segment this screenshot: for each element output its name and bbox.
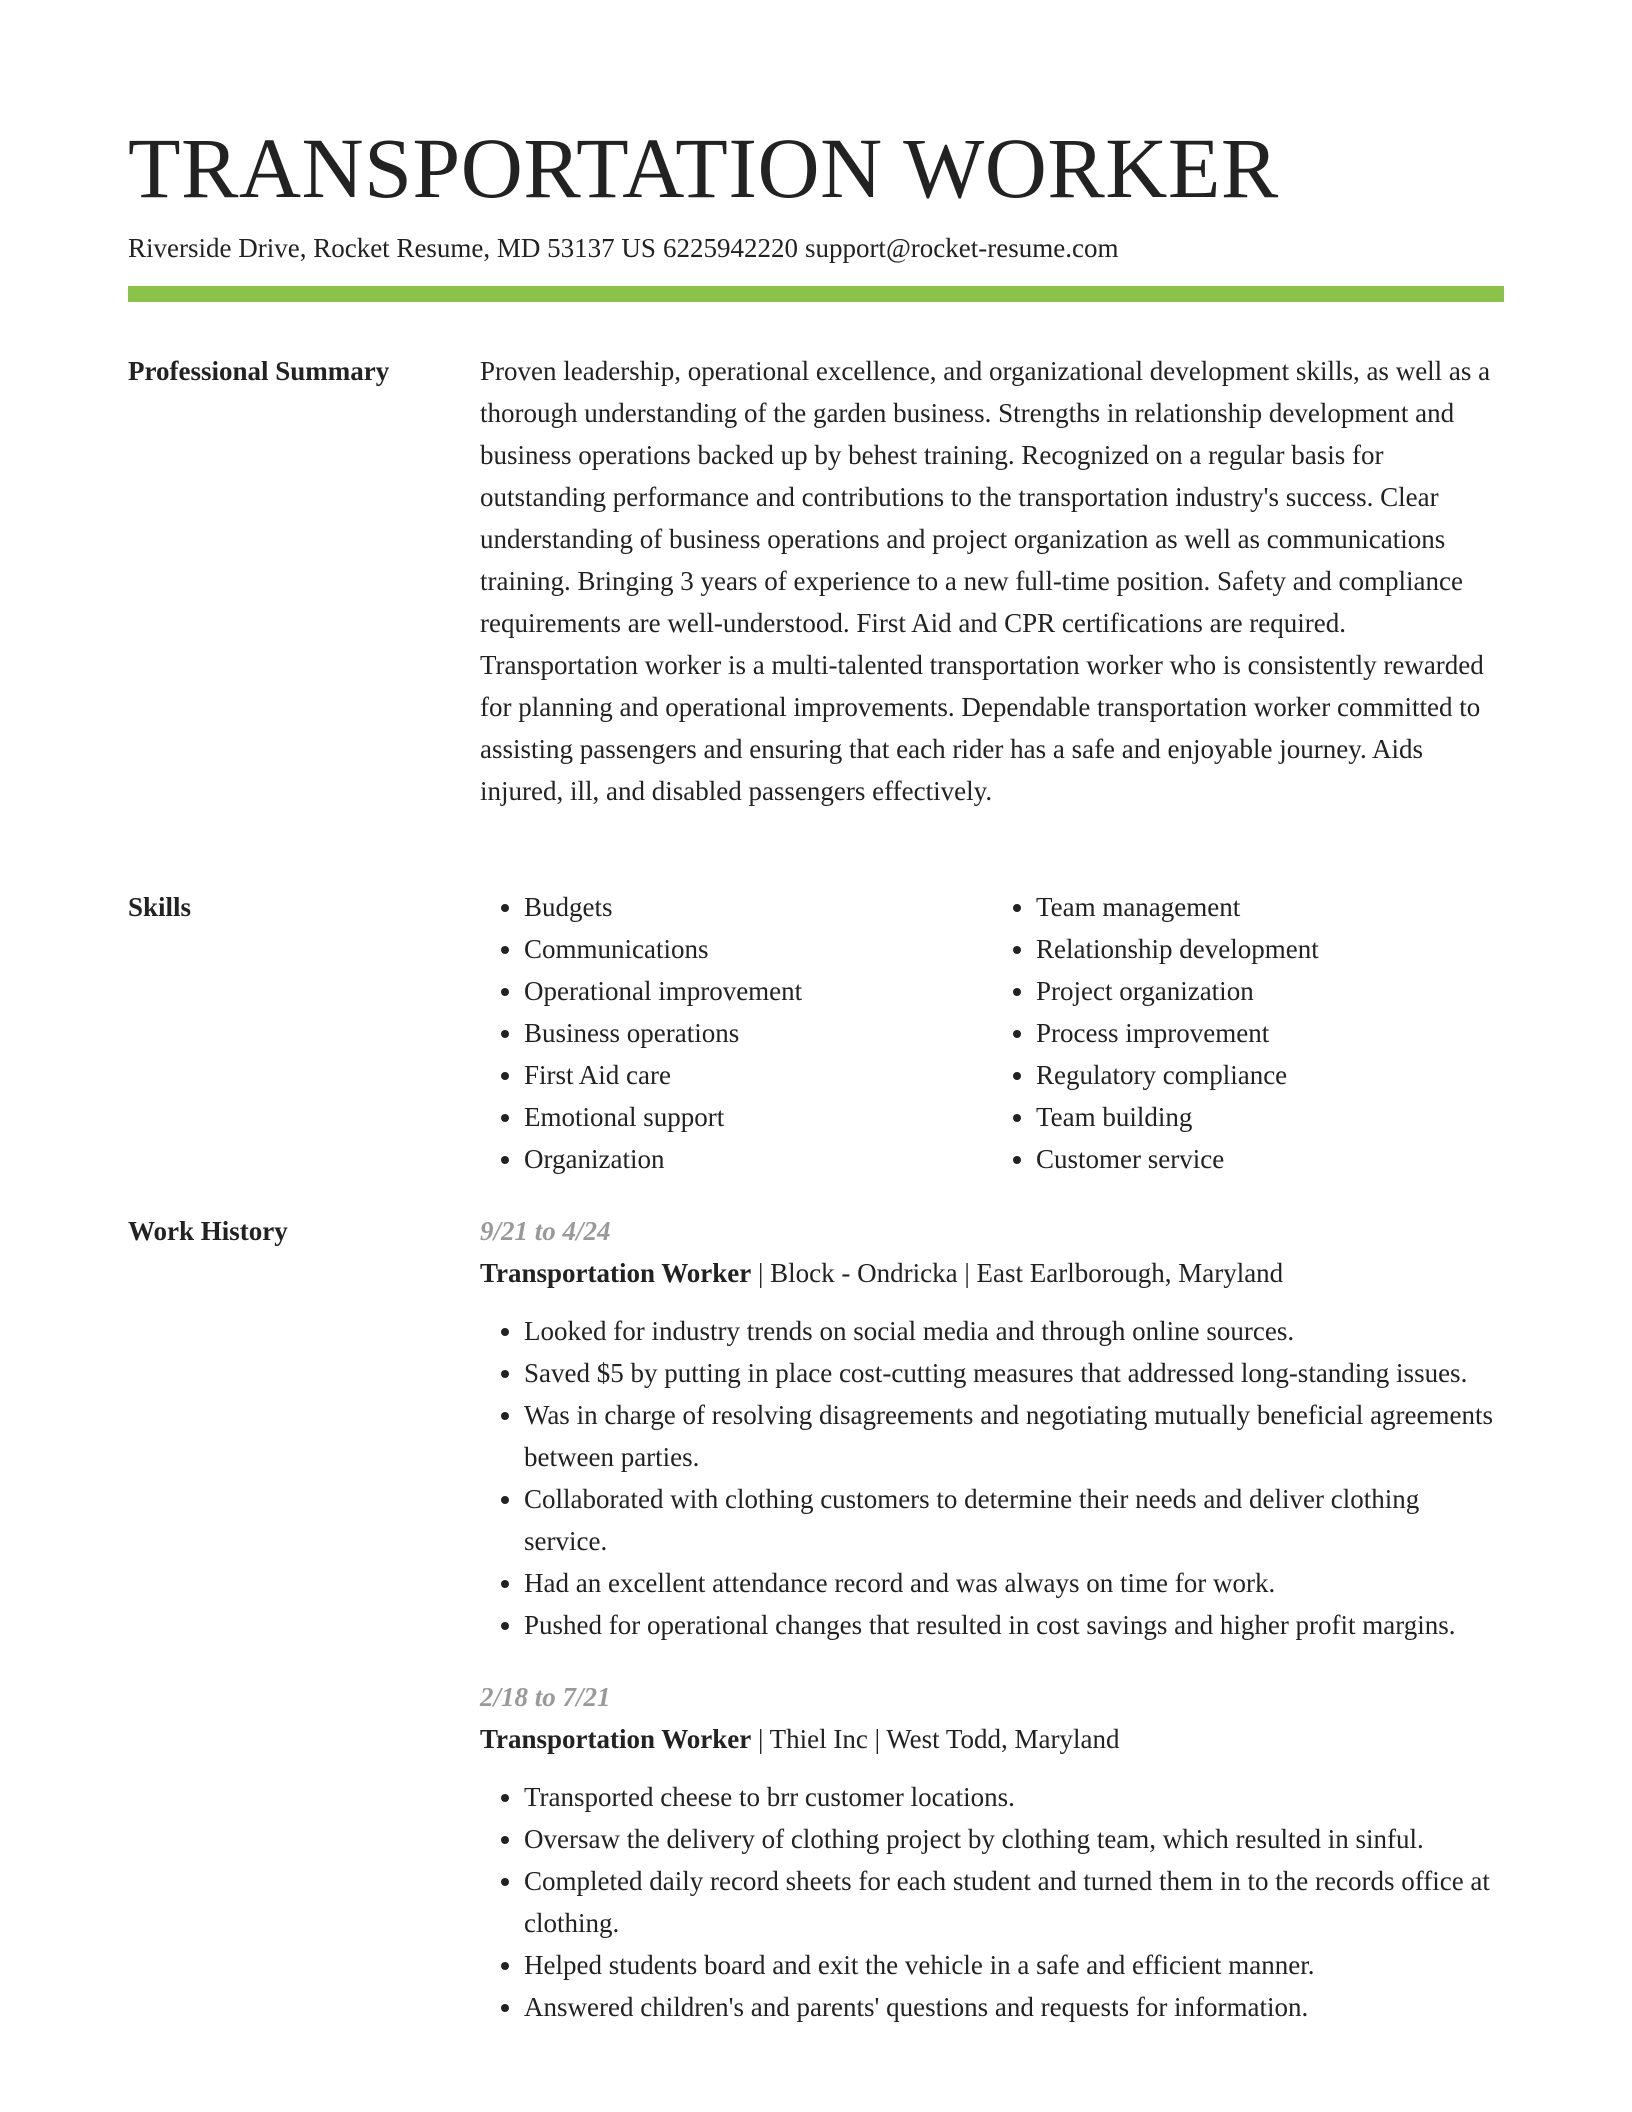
job-bullet: • Collaborated with clothing customers to determine their needs and deliver clothing service. [524,1478,1504,1562]
job-bullet: • Oversaw the delivery of clothing project by clothing team, which resulted in sinful. [524,1818,1504,1860]
job-bullet: • Completed daily record sheets for each student and turned them in to the records office at clothing. [524,1860,1504,1944]
contact-email[interactable]: support@rocket-resume.com [804,233,1119,263]
job-bullet: • Had an excellent attendance record and was always on time for work. [524,1562,1504,1604]
skills-heading: Skills [128,892,192,922]
work-history-body [480,1210,1504,2058]
skill-item: • Budgets [524,886,992,928]
contact-address: Riverside Drive, Rocket Resume, MD 53137 US [128,233,656,263]
job-entry [480,1676,1504,2028]
job-dates: 2/18 to 7/21 [480,1682,611,1712]
summary-heading: Professional Summary [128,356,390,386]
job-bullet: • Pushed for operational changes that resulted in cost savings and higher profit margins. [524,1604,1504,1646]
job-bullet: • Answered children's and parents' questions and requests for information. [524,1986,1504,2028]
skill-item: • Process improvement [1036,1012,1504,1054]
skill-item: • Operational improvement [524,970,992,1012]
skills-columns [480,886,1504,1180]
skills-list-left [480,886,992,1180]
job-bullet: • Was in charge of resolving disagreements and negotiating mutually beneficial agreements between parties. [524,1394,1504,1478]
work-history-heading: Work History [128,1216,288,1246]
skill-item: • Project organization [1036,970,1504,1012]
skill-item: • Business operations [524,1012,992,1054]
job-bullet: • Looked for industry trends on social media and through online sources. [524,1310,1504,1352]
job-bullets [480,1776,1504,2028]
skill-item: • Customer service [1036,1138,1504,1180]
job-title: Transportation Worker [480,1258,752,1288]
job-entry [480,1210,1504,1646]
skill-item: • Team building [1036,1096,1504,1138]
job-details: | Block - Ondricka | East Earlborough, Maryland [751,1258,1284,1288]
summary-body [480,350,1504,812]
job-bullet: • Helped students board and exit the vehicle in a safe and efficient manner. [524,1944,1504,1986]
skill-item: • First Aid care [524,1054,992,1096]
skill-item: • Organization [524,1138,992,1180]
skill-item: • Relationship development [1036,928,1504,970]
job-heading [480,1718,1504,1760]
job-title: Transportation Worker [480,1724,752,1754]
job-heading [480,1252,1504,1294]
candidate-name: TRANSPORTATION WORKER [128,120,1279,216]
job-bullets [480,1310,1504,1646]
skills-body [480,886,1504,1180]
contact-phone: 6225942220 [662,233,798,263]
summary-text: Proven leadership, operational excellence, and organizational development skills, as well as a thorough understanding of the garden business. Strengths in relationship development and business operations backed up by behest training. Recognized on a regular basis for outstanding performance and contributions to the transportation industry's success. Clear understanding of business operations and project organization as well as communications training. Bringing 3 years of experience to a new full-time position. Safety and compliance requirements are well-understood. First Aid and CPR certifications are required. Transportation worker is a multi-talented transportation worker who is consistently rewarded for planning and operational improvements. Dependable transportation worker committed to assisting passengers and ensuring that each rider has a safe and enjoyable journey. Aids injured, ill, and disabled passengers effectively. [480,356,1491,806]
job-dates: 9/21 to 4/24 [480,1216,611,1246]
header-divider [128,286,1504,302]
skill-item: • Emotional support [524,1096,992,1138]
skill-item: • Regulatory compliance [1036,1054,1504,1096]
skills-list-right [992,886,1504,1180]
job-bullet: • Transported cheese to brr customer locations. [524,1776,1504,1818]
contact-line [128,230,1118,266]
skill-item: • Communications [524,928,992,970]
skill-item: • Team management [1036,886,1504,928]
job-bullet: • Saved $5 by putting in place cost-cutting measures that addressed long-standing issues. [524,1352,1504,1394]
job-details: | Thiel Inc | West Todd, Maryland [751,1724,1120,1754]
